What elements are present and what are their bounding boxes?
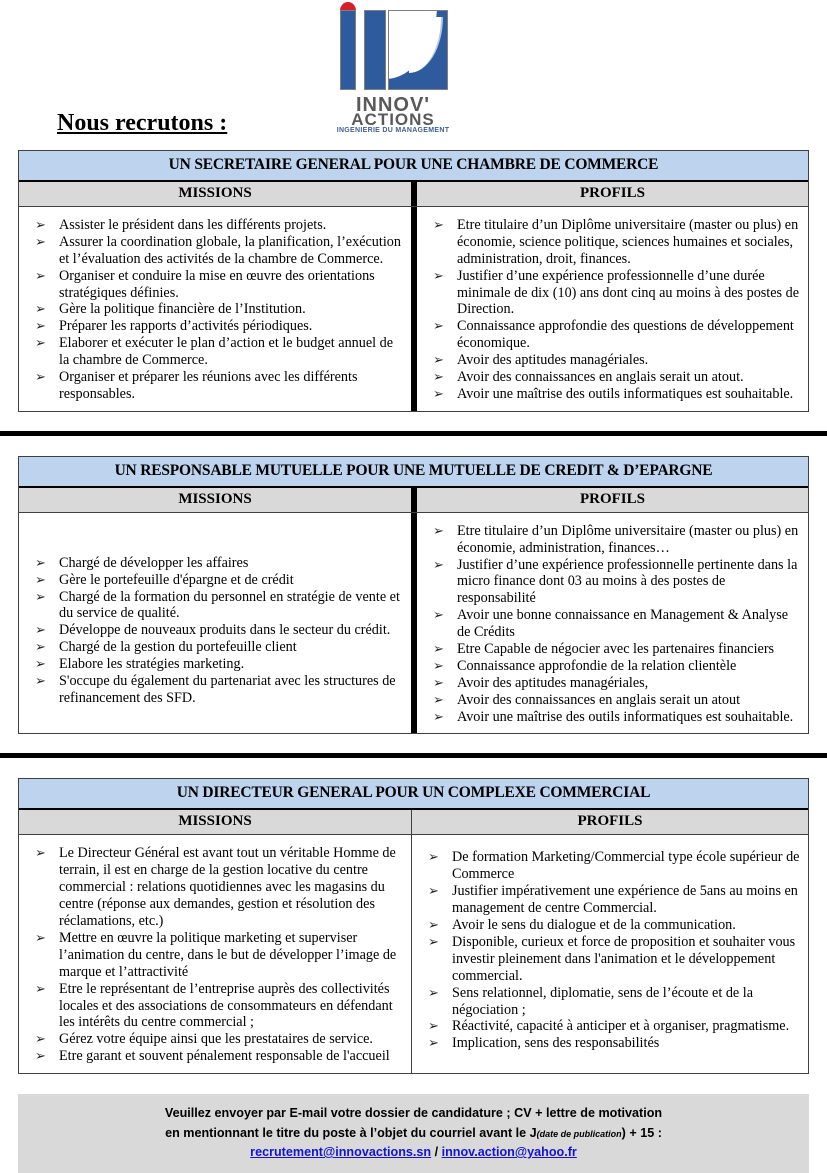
list-item — [425, 523, 800, 557]
list-item — [27, 622, 403, 639]
job-table-3 — [18, 778, 809, 1074]
list-item-text: Chargé de la gestion du portefeuille client — [59, 639, 297, 656]
list-item-text: Elabore les stratégies marketing. — [59, 656, 245, 673]
bullet-arrow-icon: ➢ — [35, 673, 46, 689]
list-item-text: Gérez votre équipe ainsi que les prestataires de service. — [59, 1031, 373, 1048]
bullet-arrow-icon: ➢ — [428, 1018, 439, 1034]
bullet-arrow-icon: ➢ — [35, 1048, 46, 1064]
logo-bar-left-icon — [340, 10, 356, 90]
list-item — [27, 234, 403, 268]
list-item-text: Avoir des aptitudes managériales, — [457, 674, 649, 691]
list-item-text: Connaissance approfondie de la relation clientèle — [457, 657, 737, 674]
missions-cell-1 — [19, 207, 411, 411]
list-item-text: Assister le président dans les différents projets. — [59, 217, 327, 233]
list-item — [425, 352, 800, 369]
spacer — [0, 758, 827, 778]
bullet-arrow-icon: ➢ — [428, 1035, 439, 1051]
logo-text-innov: INNOV' — [355, 94, 431, 116]
list-item — [27, 217, 403, 234]
bullet-arrow-icon: ➢ — [433, 607, 444, 623]
column-header-missions-1: MISSIONS — [178, 185, 252, 201]
list-item-text: De formation Marketing/Commercial type école supérieur de Commerce — [452, 849, 800, 883]
bullet-arrow-icon: ➢ — [35, 1031, 46, 1047]
list-item-text: Le Directeur Général est avant tout un véritable Homme de terrain, il est en charge de la gestion locative du centre commercial : relations quotidiennes avec les magasins du centre (réponse aux demandes, gestion et résolution des réclamations, etc.) — [59, 845, 396, 930]
list-item-text: Etre titulaire d’un Diplôme universitaire (master ou plus) en économie, administration, finances… — [457, 522, 799, 556]
job-title-2: UN RESPONSABLE MUTUELLE POUR UNE MUTUELLE DE CREDIT & D’EPARGNE — [19, 457, 808, 488]
list-item-text: Réactivité, capacité à anticiper et à organiser, pragmatisme. — [452, 1018, 790, 1035]
bullet-arrow-icon: ➢ — [35, 639, 46, 655]
spacer — [0, 412, 827, 431]
job-body-2 — [19, 513, 808, 734]
list-item-text: Gère la politique financière de l’Institution. — [59, 301, 306, 318]
list-item — [27, 268, 403, 302]
list-item-text: Gère le portefeuille d'épargne et de crédit — [59, 571, 294, 588]
bullet-arrow-icon: ➢ — [433, 556, 444, 572]
list-item — [27, 555, 403, 572]
profils-list-1 — [417, 207, 808, 411]
list-item-text: Sens relationnel, diplomatie, sens de l’écoute et de la négociation ; — [452, 984, 753, 1018]
list-item-text: Etre garant et souvent pénalement responsable de l'accueil — [59, 1048, 390, 1065]
job-column-headers-1 — [19, 182, 808, 207]
bullet-arrow-icon: ➢ — [428, 917, 439, 933]
list-item — [425, 607, 800, 641]
profils-cell-1 — [417, 207, 808, 411]
list-item-text: Préparer les rapports d’activités périodiques. — [59, 318, 313, 335]
list-item-text: Justifier d’une expérience professionnelle d’une durée minimale de dix (10) ans dont cinq au moins à des postes de Direction. — [457, 267, 800, 318]
list-item — [27, 369, 403, 403]
email-separator: / — [431, 1145, 442, 1160]
company-logo — [322, 2, 464, 136]
list-item — [27, 930, 403, 981]
bullet-arrow-icon: ➢ — [433, 318, 444, 334]
footer-line-2 — [24, 1124, 803, 1144]
list-item-text: Connaissance approfondie des questions de développement économique. — [457, 318, 794, 352]
missions-list-2 — [19, 513, 411, 715]
list-item-text: Avoir une maîtrise des outils informatiques est souhaitable. — [457, 708, 794, 725]
list-item — [425, 386, 800, 403]
profils-list-2 — [417, 513, 808, 734]
list-item — [420, 1018, 800, 1035]
column-header-missions-2: MISSIONS — [178, 490, 252, 507]
list-item — [425, 658, 800, 675]
list-item — [27, 589, 403, 623]
list-item-text: Implication, sens des responsabilités — [452, 1035, 660, 1052]
bullet-arrow-icon: ➢ — [433, 674, 444, 690]
list-item — [425, 318, 800, 352]
list-item-text: Mettre en œuvre la politique marketing et superviser l’animation du centre, dans le but de développer l’image de marque et l’attractivité — [59, 929, 397, 980]
job-body-3 — [19, 835, 808, 1073]
profils-cell-3 — [412, 835, 808, 1073]
bullet-arrow-icon: ➢ — [433, 691, 444, 707]
bullet-arrow-icon: ➢ — [433, 217, 444, 232]
list-item-text: Organiser et conduire la mise en œuvre des orientations stratégiques définies. — [59, 267, 375, 301]
job-title-1: UN SECRETAIRE GENERAL POUR UNE CHAMBRE DE COMMERCE — [19, 151, 808, 182]
spacer — [0, 734, 827, 753]
list-item — [425, 675, 800, 692]
list-item-text: Chargé de développer les affaires — [59, 554, 249, 571]
list-item — [27, 845, 403, 929]
list-item-text: Avoir des aptitudes managériales. — [457, 352, 649, 369]
bullet-arrow-icon: ➢ — [433, 657, 444, 673]
list-item — [420, 917, 800, 934]
list-item — [27, 1031, 403, 1048]
list-item — [27, 301, 403, 318]
list-item — [27, 673, 403, 707]
job-table-2 — [18, 456, 809, 735]
bullet-arrow-icon: ➢ — [35, 571, 46, 587]
footer-publication-date-note: (date de publication — [536, 1128, 622, 1139]
list-item — [27, 318, 403, 335]
list-item — [425, 217, 800, 268]
logo-swoosh-icon — [388, 10, 448, 90]
list-item-text: Etre Capable de négocier avec les partenaires financiers — [457, 641, 775, 658]
column-header-profils-2: PROFILS — [579, 490, 645, 507]
list-item — [420, 985, 800, 1019]
bullet-arrow-icon: ➢ — [428, 883, 439, 899]
list-item-text: Avoir une bonne connaissance en Management & Analyse de Crédits — [457, 607, 789, 641]
list-item — [27, 572, 403, 589]
bullet-arrow-icon: ➢ — [35, 369, 46, 385]
list-item-text: S'occupe du également du partenariat avec les structures de refinancement des SFD. — [59, 673, 396, 706]
bullet-arrow-icon: ➢ — [35, 301, 46, 317]
bullet-arrow-icon: ➢ — [433, 352, 444, 368]
bullet-arrow-icon: ➢ — [428, 849, 439, 865]
list-item-text: Développe de nouveaux produits dans le secteur du crédit. — [59, 622, 391, 639]
bullet-arrow-icon: ➢ — [35, 554, 46, 570]
logo-step-icon — [423, 17, 439, 29]
logo-bar-mid-icon — [364, 10, 386, 90]
bullet-arrow-icon: ➢ — [433, 708, 444, 724]
bullet-arrow-icon: ➢ — [35, 588, 46, 604]
list-item-text: Avoir une maîtrise des outils informatiques est souhaitable. — [457, 385, 794, 402]
list-item — [27, 981, 403, 1032]
bullet-arrow-icon: ➢ — [35, 622, 46, 638]
list-item — [420, 1035, 800, 1052]
list-item — [27, 335, 403, 369]
email-link-innov-action[interactable]: innov.action@yahoo.fr — [441, 1145, 577, 1160]
job-table-1 — [18, 150, 809, 412]
missions-cell-3 — [19, 835, 411, 1073]
list-item — [425, 692, 800, 709]
bullet-arrow-icon: ➢ — [35, 845, 46, 861]
list-item — [27, 639, 403, 656]
bullet-arrow-icon: ➢ — [428, 933, 439, 949]
footer-line-1: Veuillez envoyer par E-mail votre dossier de candidature ; CV + lettre de motivation — [164, 1106, 663, 1121]
bullet-arrow-icon: ➢ — [35, 217, 46, 232]
missions-list-1 — [19, 207, 411, 411]
bullet-arrow-icon: ➢ — [35, 233, 46, 249]
bullet-arrow-icon: ➢ — [35, 656, 46, 672]
list-item — [425, 369, 800, 386]
email-link-recrutement[interactable]: recrutement@innovactions.sn — [250, 1145, 432, 1160]
list-item — [27, 656, 403, 673]
list-item-text: Organiser et préparer les réunions avec les différents responsables. — [59, 369, 358, 402]
list-item-text: Etre le représentant de l’entreprise auprès des collectivités locales et des associations de consommateurs en défendant les intérêts du centre commercial ; — [59, 980, 393, 1031]
profils-list-3 — [412, 835, 808, 1060]
logo-mark-icon — [322, 2, 464, 98]
missions-list-3 — [19, 835, 411, 1073]
logo-text-actions: ACTIONS — [351, 110, 435, 129]
list-item-text: Etre titulaire d’un Diplôme universitaire (master ou plus) en économie, science politique, sciences humaines et sociales, administration, droit, finances. — [457, 217, 799, 267]
list-item — [425, 268, 800, 319]
missions-cell-2 — [19, 513, 411, 734]
bullet-arrow-icon: ➢ — [433, 641, 444, 657]
bullet-arrow-icon: ➢ — [35, 929, 46, 945]
job-column-headers-2 — [19, 488, 808, 513]
bullet-arrow-icon: ➢ — [433, 522, 444, 538]
footer-contact-banner — [18, 1094, 809, 1173]
column-header-profils-3: PROFILS — [577, 813, 643, 830]
column-header-profils-1: PROFILS — [579, 185, 645, 201]
list-item-text: Avoir le sens du dialogue et de la communication. — [452, 917, 736, 934]
bullet-arrow-icon: ➢ — [35, 318, 46, 334]
bullet-arrow-icon: ➢ — [35, 335, 46, 351]
profils-cell-2 — [417, 513, 808, 734]
list-item-text: Avoir des connaissances en anglais serait un atout — [457, 691, 741, 708]
list-item — [27, 1048, 403, 1065]
bullet-arrow-icon: ➢ — [433, 385, 444, 401]
job-title-3: UN DIRECTEUR GENERAL POUR UN COMPLEXE COMMERCIAL — [19, 779, 808, 810]
list-item-text: Chargé de la formation du personnel en stratégie de vente et du service de qualité. — [59, 588, 400, 622]
list-item-text: Justifier impérativement une expérience de 5ans au moins en management de centre Commercial. — [452, 883, 798, 917]
list-item — [425, 641, 800, 658]
footer-line-2-suffix: ) + 15 : — [621, 1125, 662, 1140]
job-column-headers-3 — [19, 810, 808, 835]
list-item — [420, 849, 800, 883]
page-header — [0, 0, 827, 150]
job-body-1 — [19, 207, 808, 411]
list-item-text: Elaborer et exécuter le plan d’action et le budget annuel de la chambre de Commerce. — [59, 335, 394, 369]
list-item-text: Justifier d’une expérience professionnelle pertinente dans la micro finance dont 03 au moins à des postes de responsabilité — [457, 556, 798, 607]
footer-emails — [24, 1143, 803, 1163]
list-item-text: Disponible, curieux et force de proposition et souhaiter vous investir pleinement dans l'animation et le développement commercial. — [452, 933, 796, 984]
bullet-arrow-icon: ➢ — [433, 369, 444, 385]
list-item — [425, 557, 800, 608]
page-title: Nous recrutons : — [57, 110, 228, 136]
list-item — [420, 883, 800, 917]
logo-tagline: INGENIERIE DU MANAGEMENT — [336, 127, 450, 134]
list-item — [425, 709, 800, 726]
bullet-arrow-icon: ➢ — [428, 984, 439, 1000]
bullet-arrow-icon: ➢ — [35, 267, 46, 283]
list-item — [420, 934, 800, 985]
list-item-text: Assurer la coordination globale, la planification, l’exécution et l’évaluation des activités de la chambre de Commerce. — [59, 233, 401, 267]
column-header-missions-3: MISSIONS — [178, 813, 252, 830]
list-item-text: Avoir des connaissances en anglais serait un atout. — [457, 369, 744, 386]
footer-line-2-text: en mentionnant le titre du poste à l’objet du courriel avant le J — [165, 1125, 537, 1140]
bullet-arrow-icon: ➢ — [35, 980, 46, 996]
bullet-arrow-icon: ➢ — [433, 267, 444, 283]
spacer — [0, 436, 827, 456]
